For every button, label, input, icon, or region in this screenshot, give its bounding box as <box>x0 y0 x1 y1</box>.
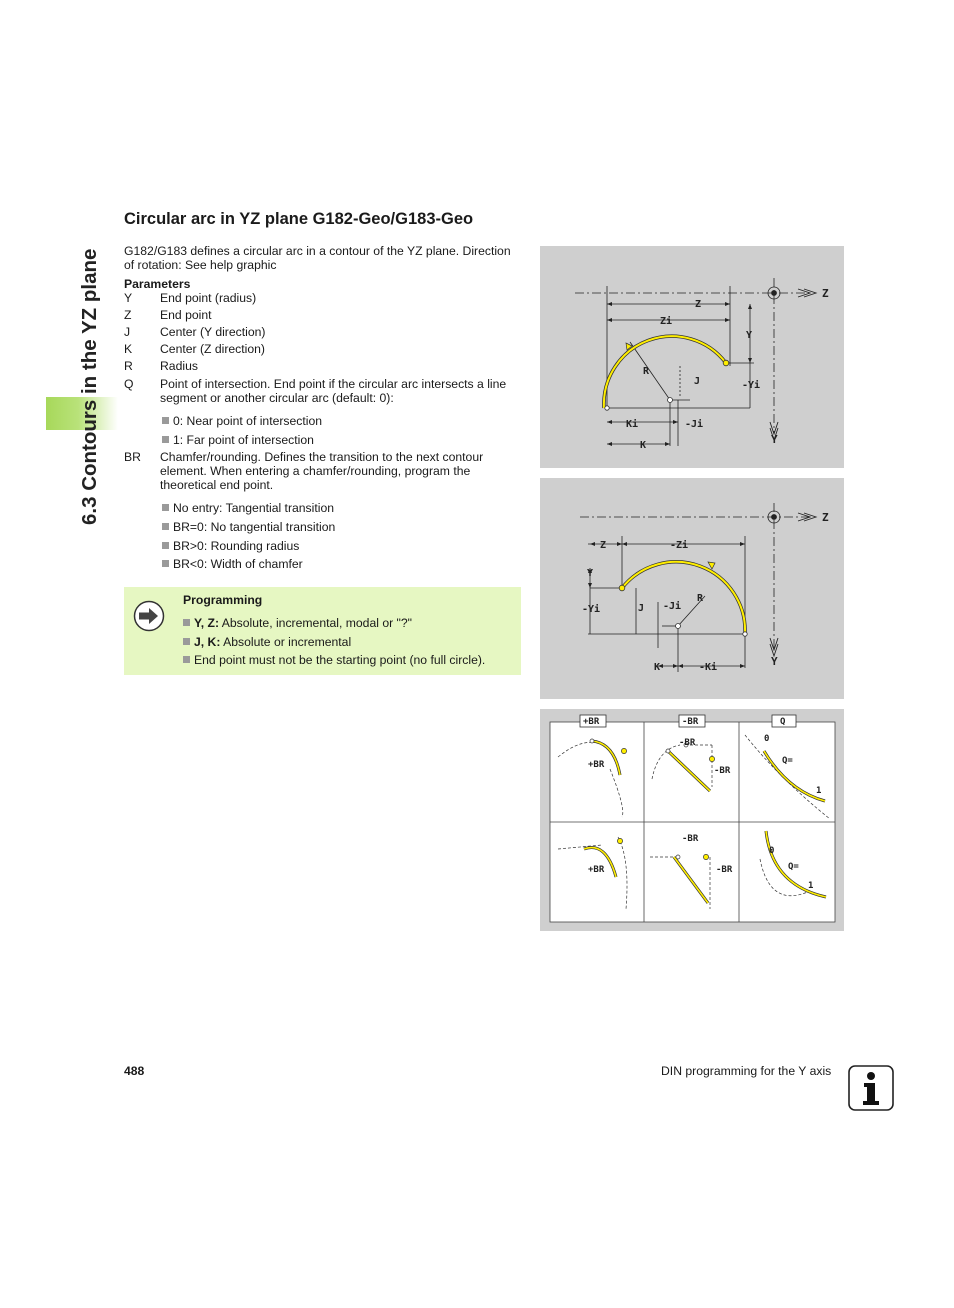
intro-text: G182/G183 defines a circular arc in a contour of the YZ plane. Direction of rotation: See help graphic <box>124 244 511 272</box>
q-zero-label-1: 0 <box>764 734 770 744</box>
tab-br-negative-label: -BR <box>682 717 699 727</box>
param-code: Z <box>124 308 132 322</box>
programming-item: End point must not be the starting point (no full circle). <box>183 653 485 667</box>
tab-q-label: Q <box>780 717 786 727</box>
param-code: R <box>124 359 133 373</box>
j-label: J <box>694 376 701 387</box>
figure-br-q-svg <box>540 709 844 931</box>
param-text: Center (Y direction) <box>160 325 266 339</box>
br-option: No entry: Tangential transition <box>162 501 334 515</box>
q-option: 1: Far point of intersection <box>162 433 314 447</box>
param-code: J <box>124 325 131 339</box>
param-text: Radius <box>160 359 198 373</box>
ji-label: -Ji <box>685 419 704 430</box>
br-neg-label-2a: -BR <box>682 834 699 844</box>
param-code: Y <box>124 291 133 305</box>
ki-label: -Ki <box>699 662 718 673</box>
br-option: BR=0: No tangential transition <box>162 520 335 534</box>
q-eq-label-2: Q= <box>788 862 799 872</box>
k-label: K <box>640 440 647 451</box>
ki-label: Ki <box>626 419 639 430</box>
programming-item: Y, Z: Absolute, incremental, modal or "?" <box>183 616 412 630</box>
param-code: Q <box>124 377 134 391</box>
br-neg-label-1a: -BR <box>679 738 696 748</box>
bullet-square-icon <box>162 436 169 443</box>
figure-g183-help-graphic <box>540 478 844 699</box>
side-chapter-title-text: 6.3 Contours in the YZ plane <box>78 248 101 525</box>
bullet-square-icon <box>162 542 169 549</box>
y-label: Y <box>587 568 594 579</box>
k-label: K <box>654 662 661 673</box>
zi-label: Zi <box>660 316 673 327</box>
bullet-square-icon <box>183 638 190 645</box>
z-axis-label: Z <box>822 287 829 300</box>
arrow-right-icon <box>133 600 165 632</box>
bullet-square-icon <box>162 417 169 424</box>
br-pos-label-2: +BR <box>588 865 605 875</box>
info-icon <box>848 1065 894 1111</box>
q-one-label-2: 1 <box>808 881 814 891</box>
br-pos-label-1: +BR <box>588 760 605 770</box>
parameters-title: Parameters <box>124 277 191 291</box>
param-text: Chamfer/rounding. Defines the transition to the next contour element. When entering a chamfer/rounding, program the theoretical end point. <box>160 450 484 492</box>
y-axis-label: Y <box>771 655 778 668</box>
q-one-label-1: 1 <box>816 786 822 796</box>
figure-g183-svg <box>540 478 844 699</box>
br-option: BR<0: Width of chamfer <box>162 557 303 571</box>
y-axis-label: Y <box>771 433 778 446</box>
param-text: End point (radius) <box>160 291 257 305</box>
side-chapter-title <box>79 213 101 525</box>
figure-br-q-help-graphic <box>540 709 844 931</box>
figure-g182-help-graphic <box>540 246 844 468</box>
figure-g182-svg <box>540 246 844 468</box>
programming-item: J, K: Absolute or incremental <box>183 635 351 649</box>
zi-label: -Zi <box>670 540 689 551</box>
page-number: 488 <box>124 1064 145 1078</box>
br-neg-label-2b: -BR <box>716 865 733 875</box>
q-zero-label-2: 0 <box>769 846 775 856</box>
tab-br-positive-label: +BR <box>583 717 600 727</box>
param-code: BR <box>124 450 141 464</box>
param-text: Center (Z direction) <box>160 342 265 356</box>
param-text: End point <box>160 308 212 322</box>
ji-label: -Ji <box>663 601 682 612</box>
param-text: Point of intersection. End point if the circular arc intersects a line segment or another circular arc (default: 0): <box>160 377 507 405</box>
yi-label: -Yi <box>582 604 601 615</box>
r-label: R <box>697 593 704 604</box>
param-code: K <box>124 342 133 356</box>
bullet-square-icon <box>183 619 190 626</box>
z-axis-label: Z <box>822 511 829 524</box>
z-label: Z <box>600 540 607 551</box>
yi-label: -Yi <box>742 380 761 391</box>
bullet-square-icon <box>162 523 169 530</box>
br-option: BR>0: Rounding radius <box>162 539 299 553</box>
y-label: Y <box>746 330 753 341</box>
q-option: 0: Near point of intersection <box>162 414 322 428</box>
q-eq-label-1: Q= <box>782 756 793 766</box>
j-label: J <box>638 603 645 614</box>
programming-title: Programming <box>183 593 263 607</box>
bullet-square-icon <box>183 656 190 663</box>
footer-chapter-title: DIN programming for the Y axis <box>661 1064 832 1078</box>
bullet-square-icon <box>162 560 169 567</box>
bullet-square-icon <box>162 504 169 511</box>
z-label: Z <box>695 299 702 310</box>
r-label: R <box>643 366 650 377</box>
br-neg-label-1b: -BR <box>714 766 731 776</box>
section-heading: Circular arc in YZ plane G182-Geo/G183-Geo <box>124 210 474 228</box>
